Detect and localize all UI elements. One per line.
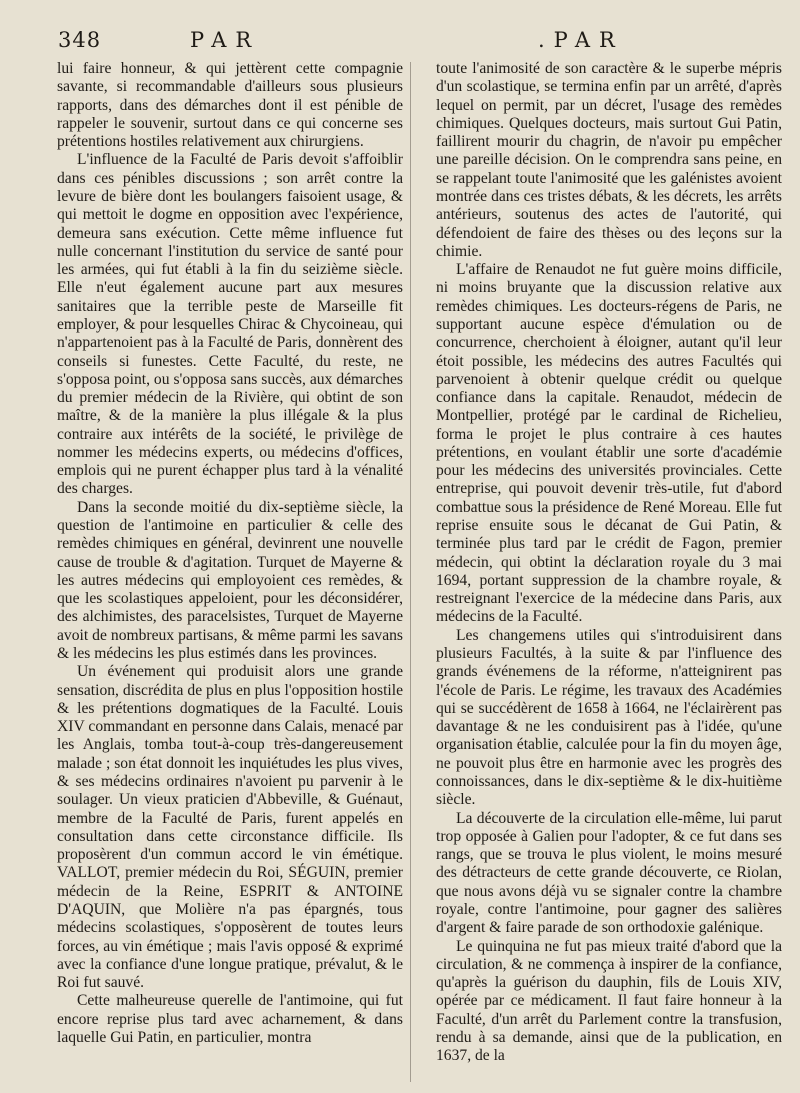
running-head-right: .PAR bbox=[538, 28, 624, 52]
paragraph: Un événement qui produisit alors une grande sensation, discrédita de plus en plus l'opposition hostile & les prétentions dogmatiques de la Faculté. Louis XIV commandant en personne dans Calais, menacé par les Anglais, tomba tout-à-coup très-dangereusement malade ; son état donnoit les inquiétudes les plus vives, & ses médecins ordinaires n'avoient pu parvenir à le soulager. Un vieux praticien d'Abbeville, & Guénaut, membre de la Faculté de Paris, furent appelés en consultation dans cette circonstance difficile. Ils proposèrent d'un commun accord le vin émétique. VALLOT, premier médecin du Roi, SÉGUIN, premier médecin de la Reine, ESPRIT & ANTOINE D'AQUIN, que Molière n'a pas épargnés, tous médecins scolastiques, s'opposèrent de toutes leurs forces, au vin émétique ; mais l'avis opposé & exprimé avec la confiance d'une longue pratique, prévalut, & le Roi fut sauvé. bbox=[57, 663, 403, 992]
text-columns bbox=[57, 60, 782, 1065]
page-number: 348 bbox=[58, 28, 102, 52]
left-column bbox=[57, 60, 403, 1065]
paragraph: lui faire honneur, & qui jettèrent cette compagnie savante, si recommandable d'ailleurs sous plusieurs rapports, dans des démarches dont il est pénible de rappeler le souvenir, surtout dans ce qui concerne ses prétentions hostiles relativement aux chirurgiens. bbox=[57, 60, 403, 151]
paragraph: L'influence de la Faculté de Paris devoit s'affoiblir dans ces pénibles discussions ; son arrêt contre la levure de bière dont les boulangers faisoient usage, & qui mettoit le dogme en opposition avec l'expérience, demeura sans exécution. Cette même influence fut nulle concernant l'institution du service de santé pour les armées, qui fut établi à la fin du seizième siècle. Elle n'eut également aucune part aux mesures sanitaires que la terrible peste de Marseille fit employer, & pour lesquelles Chirac & Chycoineau, qui n'appartenoient pas à la Faculté de Paris, donnèrent des conseils si funestes. Cette Faculté, du reste, ne s'opposa point, ou s'opposa sans succès, aux démarches du premier médecin de la Rivière, qui obtint de son maître, & de la manière la plus illégale & la plus contraire aux intérêts de la société, le privilège de nommer les médecins experts, ou médecins d'offices, emplois qui ne purent échapper plus tard à la vénalité des charges. bbox=[57, 151, 403, 498]
right-column bbox=[436, 60, 782, 1065]
paragraph: Les changemens utiles qui s'introduisirent dans plusieurs Facultés, à la suite & par l'influence des grands événemens de la réforme, n'atteignirent pas l'école de Paris. Le régime, les travaux des Académies qui se succédèrent de 1658 à 1664, ne l'éclairèrent pas davantage & ne les conduisirent pas à l'idée, qu'une organisation établie, calculée pour la fin du moyen âge, ne pouvoit plus être en harmonie avec les progrès des connoissances, dans le dix-septième & le dix-huitième siècle. bbox=[436, 626, 782, 809]
paragraph: La découverte de la circulation elle-même, lui parut trop opposée à Galien pour l'adopter, & ce fut dans ses rangs, que se trouva le plus violent, le moins mesuré des détracteurs de cette grande découverte, ce Riolan, que nous avons déjà vu se signaler contre la chambre royale, contre l'antimoine, pour gagner des salières d'argent & faire parade de son orthodoxie galénique. bbox=[436, 809, 782, 937]
paragraph: toute l'animosité de son caractère & le superbe mépris d'un scolastique, se termina enfin par un arrêté, d'après lequel on permit, par un décret, l'usage des remèdes chimiques. Quelques docteurs, mais surtout Gui Patin, faillirent mourir du chagrin, de n'avoir pu empêcher une pareille décision. On le comprendra sans peine, en se rappelant toute l'animosité que les galénistes avoient montrée dans ces tristes débats, & les décrets, les arrêts antérieurs, soutenus des actes de l'autorité, qui défendoient de faire des thèses ou des leçons sur la chimie. bbox=[436, 60, 782, 260]
paragraph: Dans la seconde moitié du dix-septième siècle, la question de l'antimoine en particulier & celle des remèdes chimiques en général, devinrent une nouvelle cause de trouble & d'agitation. Turquet de Mayerne & les autres médecins qui employoient ces remèdes, & que les scolastiques appeloient, pour les déconsidérer, des alchimistes, des paracelsistes, Turquet de Mayerne avoit de nombreux partisans, & même parmi les savans & les médecins les plus estimés dans les provinces. bbox=[57, 498, 403, 662]
paragraph: Cette malheureuse querelle de l'antimoine, qui fut encore reprise plus tard avec acharnement, & dans laquelle Gui Patin, en particulier, montra bbox=[57, 992, 403, 1046]
running-head-left: PAR bbox=[190, 28, 261, 52]
page-header bbox=[58, 28, 770, 56]
paragraph: L'affaire de Renaudot ne fut guère moins difficile, ni moins bruyante que la discussion relative aux remèdes chimiques. Les docteurs-régens de Paris, ne supportant aucune espèce d'émulation ou de concurrence, cherchoient à éloigner, autant qu'il leur étoit possible, les médecins des autres Facultés qui parvenoient à obtenir quelque crédit ou quelque confiance dans la capitale. Renaudot, médecin de Montpellier, protégé par le cardinal de Richelieu, forma le projet le plus contraire à ces hautes prétentions, en voulant établir une sorte d'académie pour les médecins des universités provinciales. Cette entreprise, qui pouvoit devenir très-utile, fut d'abord combattue sous la présidence de René Moreau. Elle fut reprise ensuite sous le décanat de Gui Patin, & terminée plus tard par le crédit de Fagon, premier médecin, qui obtint la déclaration royale du 3 mai 1694, portant suppression de la chambre royale, & restreignant l'exercice de la médecine dans Paris, aux médecins de la Faculté. bbox=[436, 261, 782, 626]
paragraph: Le quinquina ne fut pas mieux traité d'abord que la circulation, & ne commença à inspirer de la confiance, qu'après la guérison du dauphin, fils de Louis XIV, opérée par ce médicament. Il faut faire honneur à la Faculté, d'un arrêt du Parlement contre la transfusion, rendu à sa demande, ainsi que de la publication, en 1637, de la bbox=[436, 937, 782, 1065]
